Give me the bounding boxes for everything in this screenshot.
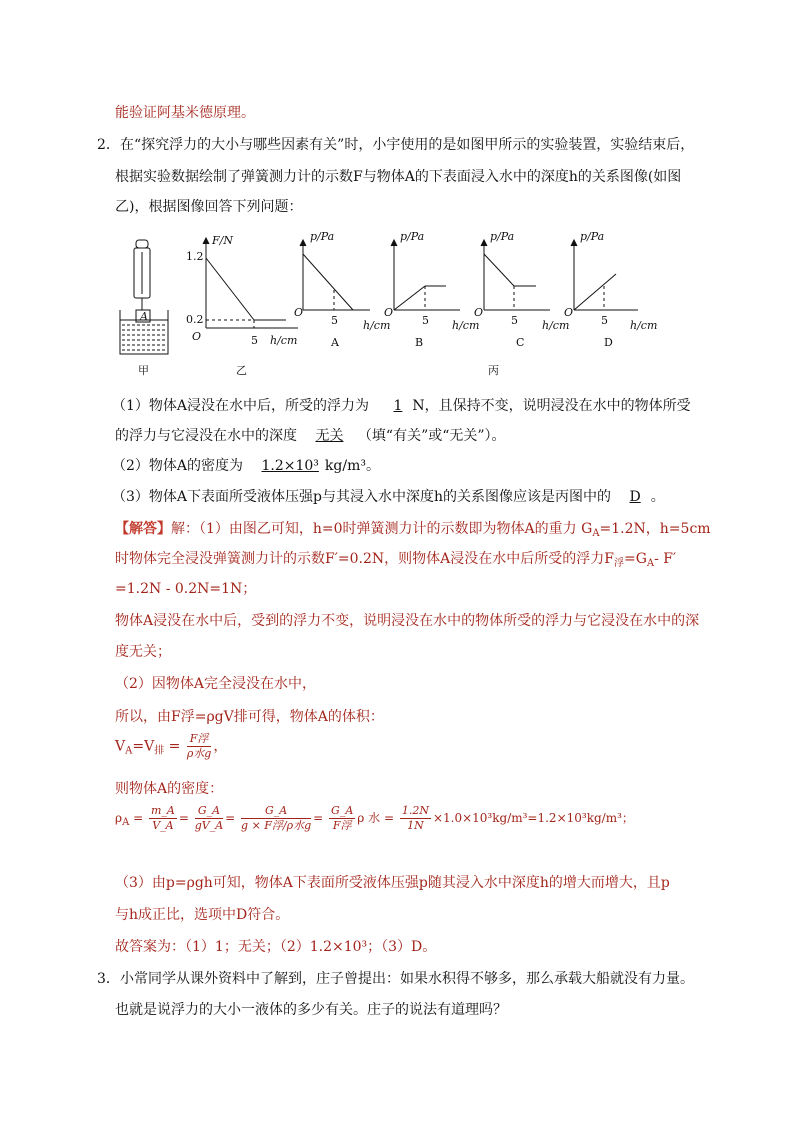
sub-q1-line2: 的浮力与它浸没在水中的深度 无关 （填“有关”或“无关”）。 <box>115 428 506 444</box>
solution-p4: 物体A浸没在水中后，受到的浮力不变，说明浸没在水中的物体所受的浮力与它浸没在水中的深 <box>115 613 700 629</box>
label-yi: 乙 <box>236 364 247 377</box>
svg-text:p/Pa: p/Pa <box>310 230 335 243</box>
svg-text:B: B <box>415 336 424 349</box>
solution-density: $\rho_A$ = $\frac{m\_A}{V\_A}$ = $\frac{G\_A}{gV\_A}$ = $\frac{G\_A}{\text{g × F浮/ρ水g}}$ = $\frac{G\_A}{\text{F浮}}$ ρ 水 = $\frac{1.2N}{1N}$ ×1.0×10³kg/m³=1.2×10³kg/m³； <box>115 804 634 832</box>
svg-text:C: C <box>516 336 525 349</box>
yi-chart <box>203 238 298 328</box>
svg-text:p/Pa: p/Pa <box>580 230 605 243</box>
solution-p6: （2）因物体A完全浸没在水中， <box>115 676 317 692</box>
solution-p13: 故答案为：（1）1；无关；（2）1.2×10³；（3）D。 <box>115 939 437 955</box>
svg-text:0.2: 0.2 <box>186 313 204 326</box>
question-number: 2． <box>97 137 120 153</box>
label-bing: 丙 <box>488 364 499 377</box>
block-a-label: A <box>140 310 148 323</box>
bing-chart-C <box>481 240 550 310</box>
svg-text:A: A <box>331 336 339 349</box>
solution-p3: =1.2N - 0.2N=1N； <box>115 581 257 597</box>
sub-q2-line: （2）物体A的密度为 1.2×10³ kg/m³。 <box>112 458 380 474</box>
svg-text:1.2: 1.2 <box>186 250 204 263</box>
svg-text:F/N: F/N <box>212 234 233 247</box>
bing-chart-A <box>300 240 370 310</box>
q3-text-2: 也就是说浮力的大小一液体的多少有关。庄子的说法有道理吗？ <box>115 1002 507 1018</box>
answer-1: 1 <box>393 398 403 414</box>
svg-text:5: 5 <box>601 314 608 327</box>
solution-volume: $V_A=V_排$ = $\frac{\text{F浮}}{\text{ρ水g}}$ ， <box>115 732 228 760</box>
label-jia: 甲 <box>138 364 149 377</box>
question-number-3: 3． <box>97 971 120 987</box>
solution-p2: 时物体完全浸没弹簧测力计的示数F′=0.2N，则物体A浸没在水中后所受的浮力$F_浮=G_A-$ F′ <box>115 551 677 569</box>
solution-p7: 所以，由F浮=ρgV排可得，物体A的体积： <box>115 709 384 725</box>
svg-text:O: O <box>384 306 394 319</box>
svg-text:h/cm: h/cm <box>630 319 658 332</box>
q2-text-3: 乙)，根据图像回答下列问题： <box>115 199 303 215</box>
svg-text:p/Pa: p/Pa <box>400 230 425 243</box>
svg-text:p/Pa: p/Pa <box>490 230 515 243</box>
bing-chart-D <box>571 240 638 310</box>
svg-text:h/cm: h/cm <box>270 334 298 347</box>
svg-text:h/cm: h/cm <box>542 319 570 332</box>
svg-text:O: O <box>192 330 202 343</box>
solution-tag: 【解答】 <box>115 521 171 537</box>
bing-chart-B <box>391 240 460 310</box>
q3-text-1: 小常同学从课外资料中了解到，庄子曾提出：如果水积得不够多，那么承载大船就没有力量。 <box>120 971 694 987</box>
sub-q1-line1: （1）物体A浸没在水中后，所受的浮力为 1 N，且保持不变，说明浸没在水中的物体所受 <box>112 398 691 414</box>
q2-text-2: 根据实验数据绘制了弹簧测力计的示数F与物体A的下表面浸入水中的深度h的关系图像(如图 <box>115 169 682 185</box>
svg-text:5: 5 <box>331 314 338 327</box>
solution-p11: （3）由p=ρgh可知，物体A下表面所受液体压强p随其浸入水中深度h的增大而增大，且p <box>115 875 670 891</box>
svg-text:O: O <box>564 306 574 319</box>
intro-line: 能验证阿基米德原理。 <box>115 105 255 121</box>
sub-q3-line: （3）物体A下表面所受液体压强p与其浸入水中深度h的关系图像应该是丙图中的 D 。 <box>112 489 665 505</box>
svg-text:5: 5 <box>511 314 518 327</box>
solution-p1: 【解答】解：（1）由图乙可知，h=0时弹簧测力计的示数即为物体A的重力 $G_A=1.2N$，h=5cm <box>115 521 711 539</box>
svg-text:D: D <box>604 336 613 349</box>
svg-text:h/cm: h/cm <box>452 319 480 332</box>
solution-p9: 则物体A的密度： <box>115 781 224 797</box>
solution-p5: 度无关； <box>115 644 171 660</box>
solution-p12: 与h成正比，选项中D符合。 <box>115 907 290 923</box>
svg-text:5: 5 <box>422 314 429 327</box>
q2-text-1: 在“探究浮力的大小与哪些因素有关”时，小宇使用的是如图甲所示的实验装置，实验结束后， <box>120 137 695 153</box>
answer-3: D <box>629 489 641 505</box>
answer-1b: 无关 <box>315 428 344 444</box>
svg-text:5: 5 <box>251 334 258 347</box>
answer-2: 1.2×10³ <box>261 458 319 474</box>
experiment-figure <box>108 228 668 378</box>
svg-text:O: O <box>474 306 484 319</box>
spring-scale-apparatus <box>120 240 168 354</box>
svg-text:h/cm: h/cm <box>363 319 391 332</box>
svg-text:O: O <box>294 306 304 319</box>
